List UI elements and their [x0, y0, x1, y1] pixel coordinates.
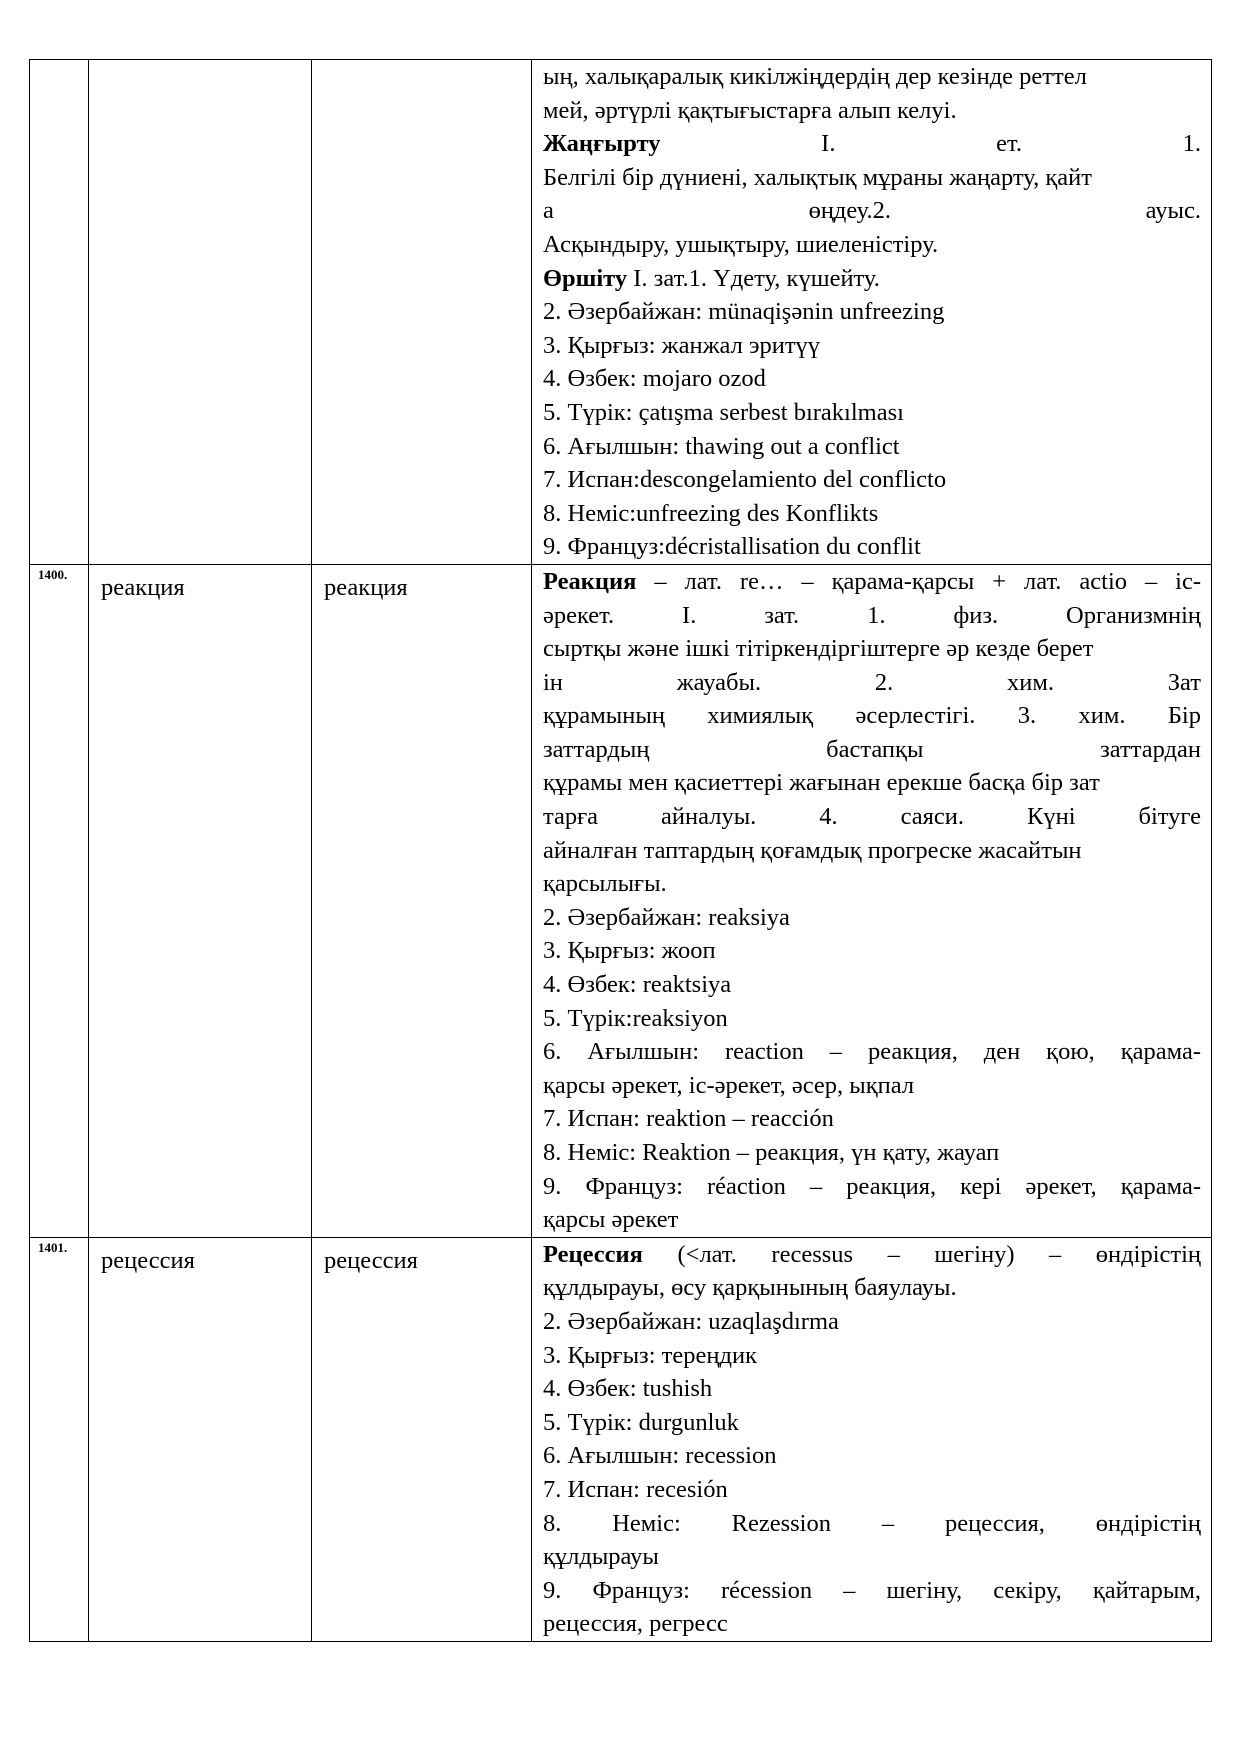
- definition-line: [543, 262, 1201, 296]
- definition-line: [543, 766, 1201, 800]
- definition-line: [543, 1339, 1201, 1373]
- definition-line: [543, 934, 1201, 968]
- term-russian: реакция: [101, 573, 185, 601]
- entry-number-cell: [30, 564, 89, 1237]
- definition-line-text: ың, халықаралық кикілжіңдердің дер кезінде реттел: [543, 63, 1087, 90]
- term-russian: [89, 60, 311, 66]
- definition-text: [532, 60, 1211, 564]
- table-row: [30, 564, 1212, 1237]
- definition-line: [543, 632, 1201, 666]
- definition-line: [543, 127, 1201, 161]
- headword: Рецессия: [543, 1240, 643, 1268]
- table-row: [30, 1237, 1212, 1641]
- definition-line-text: айналған таптардың қоғамдық прогреске жасайтын: [543, 836, 1082, 864]
- definition-line: [543, 1203, 1201, 1237]
- definition-line-text: мей, әртүрлі қақтығыстарға алып келуі.: [543, 96, 957, 124]
- dictionary-table: [29, 59, 1212, 1642]
- definition-line: [543, 194, 1201, 228]
- entry-number-cell: [30, 60, 89, 565]
- definition-line: [543, 1238, 1201, 1272]
- headword: Реакция: [543, 567, 637, 595]
- definition-cell: [532, 1237, 1212, 1641]
- headword: Өршіту: [543, 264, 628, 292]
- definition-line: [543, 94, 1201, 128]
- term-kazakh: рецессия: [324, 1246, 418, 1274]
- definition-line-text: 6. Ағылшын: thawing out a conflict: [543, 432, 900, 460]
- term-kazakh: реакция: [324, 573, 408, 601]
- definition-line-text: құлдырауы: [543, 1543, 659, 1571]
- definition-line: [543, 362, 1201, 396]
- definition-line-text: құрамының химиялық әсерлестігі. 3. хим. Бір: [543, 702, 1201, 730]
- definition-line: [543, 699, 1201, 733]
- definition-line: [543, 396, 1201, 430]
- definition-line: [543, 800, 1201, 834]
- definition-line-text: 2. Әзербайжан: reaksiya: [543, 903, 790, 931]
- definition-line-text: құлдырауы, өсу қарқынының баяулауы.: [543, 1274, 957, 1302]
- definition-line-text: заттардың бастапқы заттардан: [543, 735, 1201, 763]
- definition-line: [543, 1002, 1201, 1036]
- definition-line-text: 9. Француз: récession – шегіну, секіру, қайтарым,: [543, 1576, 1201, 1604]
- definition-line: [543, 1607, 1201, 1641]
- term-kazakh-cell: [312, 60, 532, 565]
- definition-line-text: 6. Ағылшын: reaction – реакция, ден қою, қарама-: [543, 1038, 1201, 1066]
- definition-line-text: құрамы мен қасиеттері жағынан ерекше басқа бір зат: [543, 769, 1100, 797]
- definition-line-text: I. ет. 1.: [660, 130, 1201, 158]
- definition-line: [543, 834, 1201, 868]
- definition-line: [543, 565, 1201, 599]
- definition-line: [543, 161, 1201, 195]
- definition-line: [543, 1035, 1201, 1069]
- definition-line: [543, 1271, 1201, 1305]
- definition-line-text: 5. Түрік: çatışma serbest bırakılması: [543, 398, 904, 426]
- definition-line-text: қарсылығы.: [543, 870, 667, 898]
- definition-line: [543, 1507, 1201, 1541]
- definition-line: [543, 599, 1201, 633]
- definition-line-text: Асқындыру, ушықтыру, шиеленістіру.: [543, 230, 939, 258]
- definition-line-text: 4. Өзбек: mojaro ozod: [543, 365, 766, 393]
- definition-line-text: – лат. re… – қарама-қарсы + лат. actio – іс-: [636, 567, 1201, 595]
- definition-line-text: 8. Неміс: Reaktion – реакция, үн қату, жауап: [543, 1139, 1000, 1166]
- term-russian: рецессия: [101, 1246, 195, 1274]
- definition-cell: [532, 60, 1212, 565]
- term-kazakh-cell: [312, 564, 532, 1237]
- definition-line: [543, 666, 1201, 700]
- entry-number: [30, 60, 88, 62]
- definition-line-text: 7. Испан:descongelamiento del conflicto: [543, 466, 947, 494]
- dictionary-body: [30, 60, 1212, 1642]
- definition-line: [543, 329, 1201, 363]
- definition-line-text: Белгілі бір дүниені, халықтық мұраны жаңарту, қайт: [543, 163, 1092, 191]
- term-russian-cell: [89, 564, 312, 1237]
- entry-number: 1401.: [38, 1239, 68, 1255]
- definition-line-text: 5. Түрік: durgunluk: [543, 1408, 739, 1436]
- definition-line: [543, 530, 1201, 564]
- definition-line: [543, 430, 1201, 464]
- definition-line: [543, 295, 1201, 329]
- definition-line: [543, 228, 1201, 262]
- definition-line-text: сыртқы және ішкі тітіркендіргіштерге әр кезде берет: [543, 635, 1094, 663]
- table-row: [30, 60, 1212, 565]
- definition-line-text: қарсы әрекет, іс-әрекет, әсер, ықпал: [543, 1071, 915, 1099]
- definition-line-text: 3. Қырғыз: жанжал эритүү: [543, 331, 821, 359]
- definition-line: [543, 1406, 1201, 1440]
- definition-line: [543, 1473, 1201, 1507]
- definition-line-text: 2. Әзербайжан: münaqişənin unfreezing: [543, 298, 945, 326]
- definition-line: [543, 733, 1201, 767]
- headword: Жаңғырту: [543, 130, 661, 158]
- definition-line-text: 5. Түрік:reaksiyon: [543, 1004, 728, 1032]
- definition-line: [543, 1540, 1201, 1574]
- definition-line-text: I. зат.1. Үдету, күшейту.: [627, 264, 880, 292]
- definition-line: [543, 1305, 1201, 1339]
- definition-line-text: 9. Француз:décristallisation du conflit: [543, 533, 921, 561]
- entry-number-cell: [30, 1237, 89, 1641]
- term-russian-cell: [89, 1237, 312, 1641]
- definition-cell: [532, 564, 1212, 1237]
- definition-line-text: тарға айналуы. 4. саяси. Күні бітуге: [543, 803, 1201, 831]
- definition-line-text: қарсы әрекет: [543, 1206, 679, 1234]
- definition-line-text: 4. Өзбек: reaktsiya: [543, 971, 732, 999]
- definition-line-text: 7. Испан: recesión: [543, 1475, 728, 1503]
- definition-line: [543, 60, 1201, 94]
- term-russian-cell: [89, 60, 312, 565]
- definition-text: [532, 1238, 1211, 1641]
- definition-line-text: әрекет. I. зат. 1. физ. Организмнің: [543, 601, 1201, 629]
- definition-line-text: 3. Қырғыз: тереңдик: [543, 1341, 757, 1369]
- definition-line-text: 6. Ағылшын: recession: [543, 1442, 777, 1470]
- term-kazakh: [312, 60, 531, 66]
- definition-line: [543, 1069, 1201, 1103]
- definition-line-text: (<лат. recessus – шегіну) – өндірістің: [642, 1240, 1201, 1268]
- definition-line-text: 8. Неміс: Rezession – рецессия, өндірістің: [543, 1509, 1201, 1537]
- definition-line-text: 3. Қырғыз: жооп: [543, 937, 716, 965]
- definition-line-text: рецессия, регресс: [543, 1610, 728, 1638]
- definition-line: [543, 1102, 1201, 1136]
- definition-line-text: 2. Әзербайжан: uzaqlaşdırma: [543, 1307, 839, 1335]
- definition-line-text: а өңдеу.2. ауыс.: [543, 197, 1201, 225]
- definition-line: [543, 901, 1201, 935]
- definition-line: [543, 497, 1201, 531]
- definition-line-text: 9. Француз: réaction – реакция, кері әрекет, қарама-: [543, 1172, 1201, 1200]
- definition-line: [543, 1372, 1201, 1406]
- entry-number: 1400.: [38, 566, 68, 582]
- definition-line: [543, 1439, 1201, 1473]
- definition-line: [543, 867, 1201, 901]
- definition-line: [543, 463, 1201, 497]
- definition-line-text: 4. Өзбек: tushish: [543, 1375, 713, 1403]
- definition-line: [543, 1136, 1201, 1170]
- definition-line: [543, 968, 1201, 1002]
- definition-line-text: 7. Испан: reaktion – reacción: [543, 1105, 834, 1133]
- definition-line-text: ін жауабы. 2. хим. Зат: [543, 668, 1201, 696]
- definition-line-text: 8. Неміс:unfreezing des Konflikts: [543, 499, 879, 527]
- definition-line: [543, 1574, 1201, 1608]
- definition-text: [532, 565, 1211, 1237]
- term-kazakh-cell: [312, 1237, 532, 1641]
- definition-line: [543, 1170, 1201, 1204]
